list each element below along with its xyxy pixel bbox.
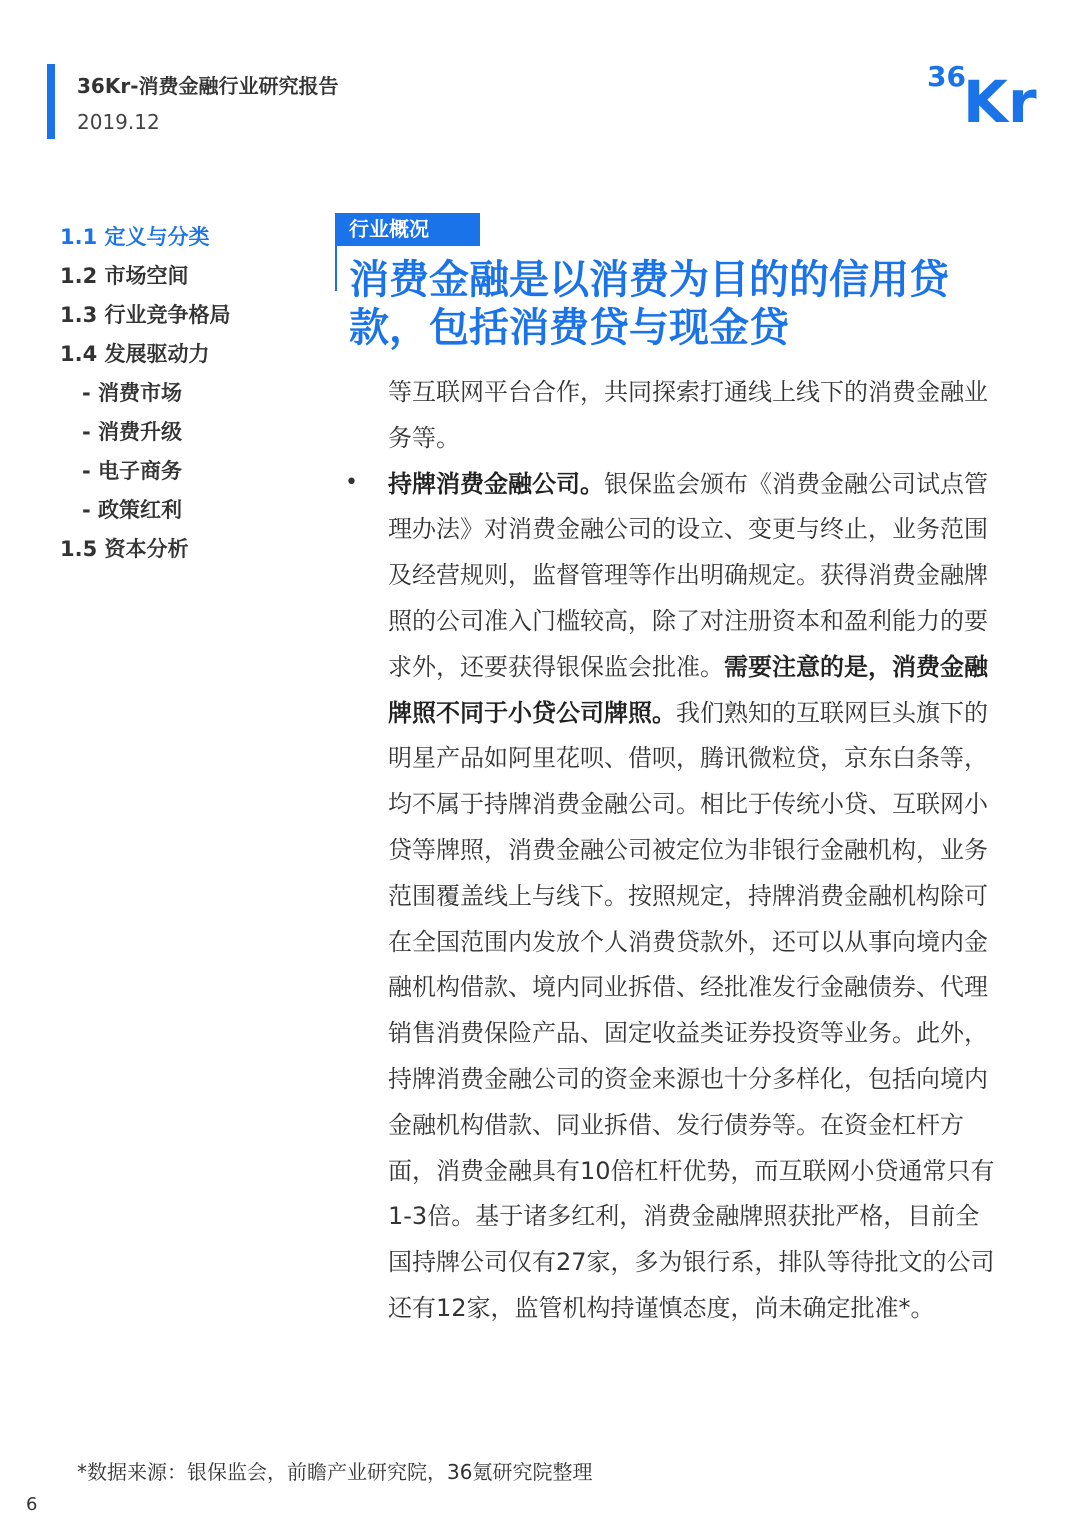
section-tag: 行业概况 [337, 213, 480, 246]
bullet-icon: • [345, 470, 358, 495]
toc-item[interactable]: 1.2 市场空间 [60, 264, 189, 288]
36kr-logo-graphic [925, 58, 1040, 126]
bullet-paragraph [388, 462, 1000, 1332]
36kr-logo [925, 58, 1040, 126]
source-note: *数据来源：银保监会，前瞻产业研究院，36氪研究院整理 [77, 1460, 593, 1484]
toc-subitem[interactable]: - 电子商务 [82, 459, 183, 483]
svg-text:36: 36 [927, 60, 966, 93]
toc-item[interactable]: 1.1 定义与分类 [60, 225, 210, 249]
page-number: 6 [26, 1494, 38, 1515]
toc-subitem[interactable]: - 消费市场 [82, 381, 183, 405]
bullet-emphasis: 需要注意的是，消费金融牌照不同于小贷公司牌照。 [388, 652, 988, 727]
toc-item[interactable]: 1.3 行业竞争格局 [60, 303, 231, 327]
body-text [388, 370, 1000, 1332]
toc-subitem[interactable]: - 政策红利 [82, 498, 183, 522]
header-accent-bar [47, 64, 55, 139]
table-of-contents [60, 222, 231, 573]
bullet-text-part2: 我们熟知的互联网巨头旗下的明星产品如阿里花呗、借呗，腾讯微粒贷，京东白条等，均不属于持牌消费金融公司。相比于传统小贷、互联网小贷等牌照，消费金融公司被定位为非银行金融机构，业务范围覆盖线上与线下。按照规定，持牌消费金融机构除可在全国范围内发放个人消费贷款外，还可以从事向境内金融机构借款、境内同业拆借、经批准发行金融债券、代理销售消费保险产品、固定收益类证券投资等业务。此外，持牌消费金融公司的资金来源也十分多样化，包括向境内金融机构借款、同业拆借、发行债券等。在资金杠杆方面，消费金融具有10倍杠杆优势，而互联网小贷通常只有1-3倍。基于诸多红利，消费金融牌照获批严格，目前全国持牌公司仅有27家，多为银行系，排队等待批文的公司还有12家，监管机构持谨慎态度，尚未确定批准*。 [388, 698, 995, 1322]
continuation-paragraph: 等互联网平台合作，共同探索打通线上线下的消费金融业务等。 [388, 378, 988, 452]
bullet-text-part1: 银保监会颁布《消费金融公司试点管理办法》对消费金融公司的设立、变更与终止，业务范围及经营规则，监督管理等作出明确规定。获得消费金融牌照的公司准入门槛较高，除了对注册资本和盈利能力的要求外，还要获得银保监会批准。 [388, 469, 988, 681]
report-title: 36Kr-消费金融行业研究报告 [77, 74, 339, 98]
toc-item[interactable]: 1.5 资本分析 [60, 537, 189, 561]
report-date: 2019.12 [77, 110, 160, 134]
toc-item[interactable]: 1.4 发展驱动力 [60, 342, 210, 366]
bullet-title: 持牌消费金融公司。 [388, 469, 604, 498]
toc-subitem[interactable]: - 消费升级 [82, 420, 183, 444]
svg-text:Kr: Kr [963, 68, 1037, 126]
section-headline: 消费金融是以消费为目的的信用贷款，包括消费贷与现金贷 [349, 257, 949, 351]
